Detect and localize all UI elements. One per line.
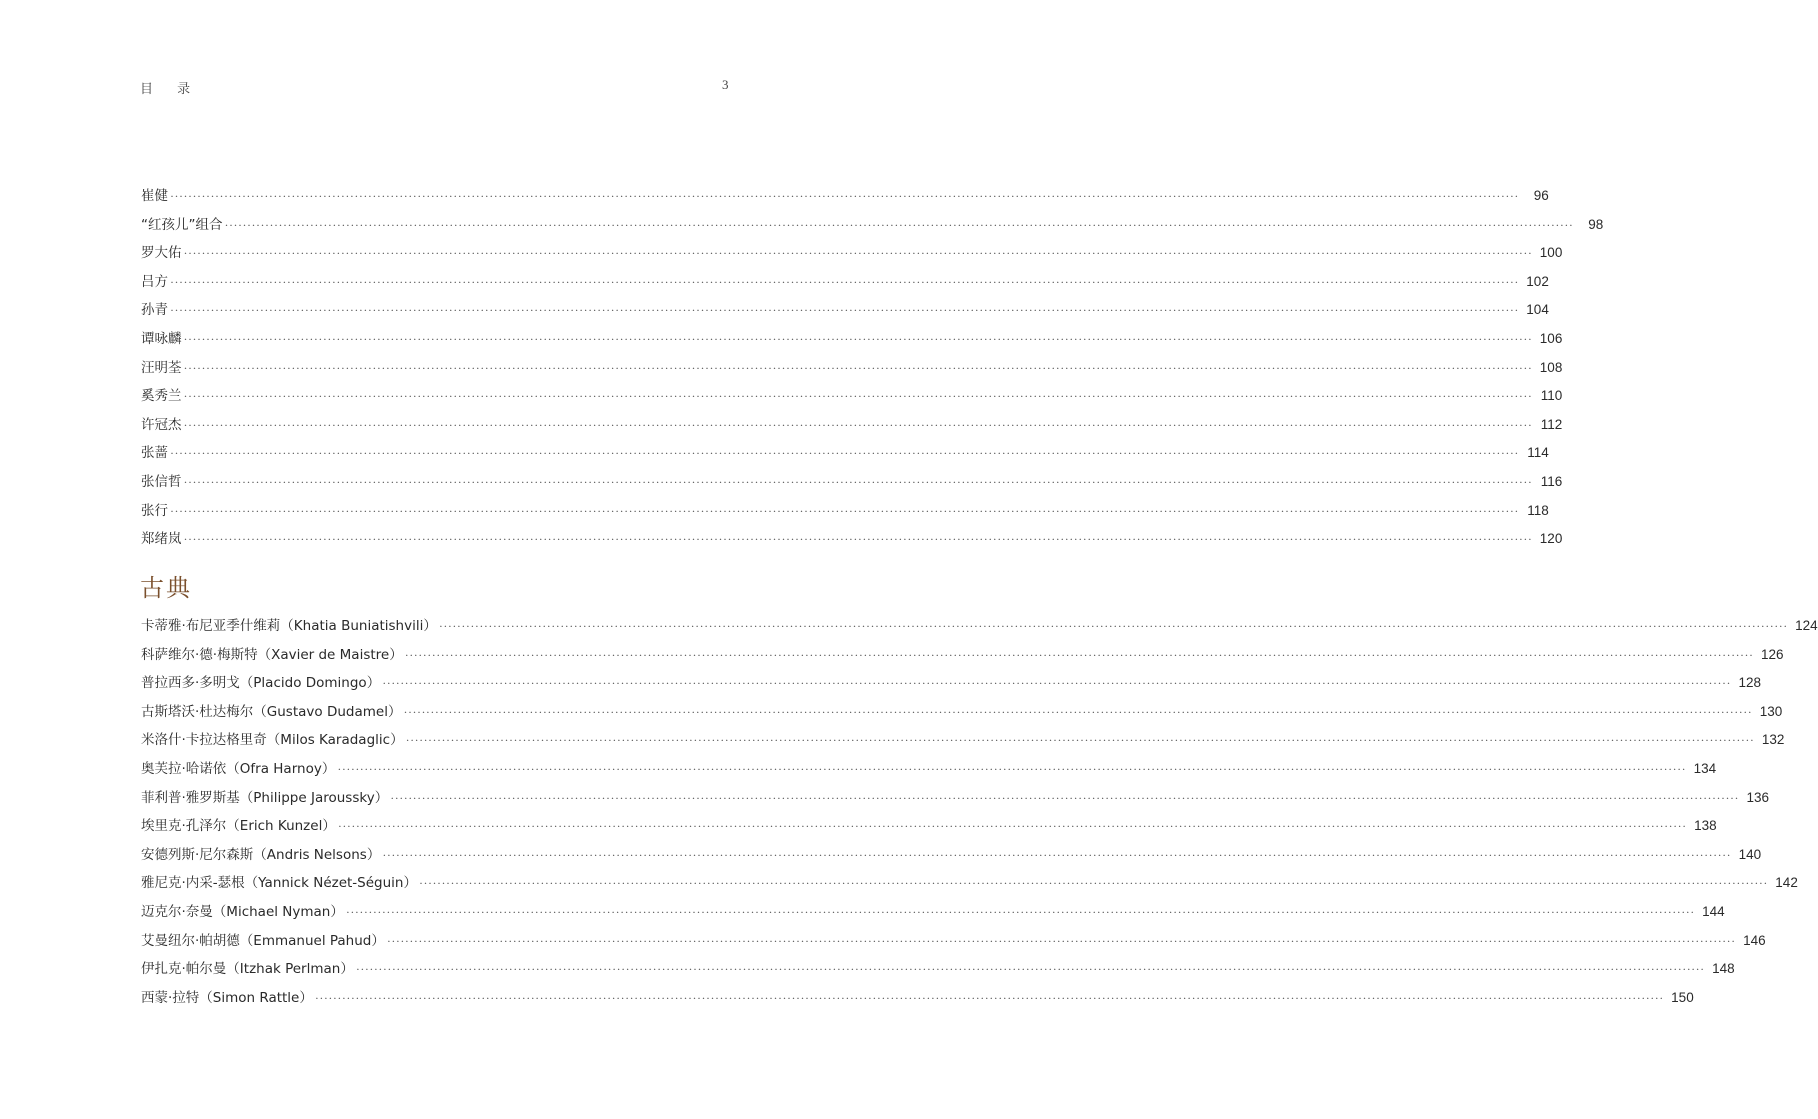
dot-leader: ············································································································································································································································································································ [382,676,1732,691]
toc-entry-title: 奥芙拉·哈诺依（Ofra Harnoy） [141,760,336,777]
dot-leader: ············································································································································································································································································································ [404,647,1754,662]
toc-entry-page: 142 [1775,875,1798,891]
dot-leader: ············································································································································································································································································································ [390,790,1740,805]
toc-entry-title: 科萨维尔·德·梅斯特（Xavier de Maistre） [141,646,403,663]
toc-entry [141,784,1770,813]
toc-entry-page: 112 [1540,416,1563,432]
dot-leader: ············································································································································································································································································································ [355,962,1705,977]
toc-entry-title: 菲利普·雅罗斯基（Philippe Jaroussky） [141,789,389,806]
dot-leader: ············································································································································································································································································································ [183,474,1533,489]
toc-entry-page: 116 [1540,473,1563,489]
toc-entry-title: 艾曼纽尔·帕胡德（Emmanuel Pahud） [141,932,385,949]
dot-leader: ············································································································································································································································································································ [170,446,1519,461]
toc-entry-title: 孙青 [141,302,168,319]
toc-entry-title: “红孩儿”组合 [141,216,223,233]
toc-entry-page: 120 [1539,531,1563,547]
dot-leader: ············································································································································································································································································································ [183,532,1533,547]
toc-entry-page: 124 [1795,618,1818,633]
toc-entry-title: 张行 [141,502,168,519]
dot-leader: ············································································································································································································································································································ [170,503,1519,518]
toc-entry-title: 郑绪岚 [141,531,182,548]
dot-leader: ············································································································································································································································································································ [170,274,1519,289]
toc-entry-page: 98 [1588,216,1604,232]
toc-entry [141,812,1717,841]
toc-entry [141,927,1766,956]
dot-leader: ············································································································································································································································································································ [183,331,1533,346]
section-title-classical: 古典 [140,574,192,602]
toc-entry-title: 伊扎克·帕尔曼（Itzhak Perlman） [141,961,354,978]
toc-entry [141,268,1549,297]
toc-entry-title: 埃里克·孔泽尔（Erich Kunzel） [141,818,336,835]
toc-entry [141,354,1563,383]
toc-entry-title: 许冠杰 [141,416,182,433]
toc-entry-title: 谭咏麟 [141,330,182,347]
toc-entry [141,869,1798,898]
toc-entry-page: 114 [1527,445,1549,461]
toc-entry [141,211,1604,240]
toc-entry-page: 134 [1693,760,1717,776]
dot-leader: ············································································································································································································································································································ [183,246,1533,261]
toc-entry-title: 张信哲 [141,473,182,490]
toc-entry-title: 古斯塔沃·杜达梅尔（Gustavo Dudamel） [141,703,402,720]
toc-entry [141,984,1694,1013]
dot-leader: ············································································································································································································································································································ [419,876,1768,891]
toc-entry [141,641,1784,670]
toc-entry-page: 138 [1694,818,1717,834]
toc-entry-page: 108 [1539,359,1563,375]
toc-entry-page: 102 [1526,273,1549,289]
toc-entry [141,669,1762,698]
dot-leader: ············································································································································································································································································································ [403,704,1753,719]
toc-entry [141,239,1563,268]
dot-leader: ············································································································································································································································································································ [183,389,1533,404]
toc-list-section-a [141,182,1604,554]
toc-entry [141,898,1725,927]
page-number: 3 [722,77,729,92]
toc-entry-page: 104 [1526,302,1549,318]
toc-entry [141,382,1563,411]
dot-leader: ············································································································································································································································································································ [183,417,1533,432]
toc-entry-page: 126 [1761,646,1784,662]
toc-entry [141,182,1549,211]
toc-entry-title: 张蔷 [141,445,168,462]
toc-entry [141,497,1549,526]
toc-entry-page: 144 [1702,903,1725,919]
dot-leader: ············································································································································································································································································································ [345,904,1695,919]
toc-entry [141,841,1762,870]
toc-entry-title: 雅尼克·内采-瑟根（Yannick Nézet-Séguin） [141,875,417,892]
toc-entry-page: 136 [1746,789,1770,805]
toc-entry-title: 西蒙·拉特（Simon Rattle） [141,989,313,1006]
toc-entry-title: 卡蒂雅·布尼亚季什维莉（Khatia Buniatishvili） [141,618,437,634]
toc-entry-page: 110 [1540,388,1563,404]
toc-entry-page: 140 [1738,846,1762,862]
toc-entry [141,325,1563,354]
dot-leader: ············································································································································································································································································································ [224,217,1574,232]
toc-entry-title: 汪明荃 [141,359,182,376]
toc-entry-page: 150 [1671,989,1694,1005]
toc-entry-title: 罗大佑 [141,245,182,262]
toc-entry-title: 迈克尔·奈曼（Michael Nyman） [141,903,344,920]
toc-entry-page: 128 [1738,675,1762,691]
running-head: 目 录 [140,82,201,97]
dot-leader: ············································································································································································································································································································ [314,990,1664,1005]
dot-leader: ············································································································································································································································································································ [382,847,1732,862]
toc-entry-page: 118 [1527,502,1549,518]
toc-entry-page: 96 [1533,188,1549,203]
dot-leader: ············································································································································································································································································································ [170,189,1519,203]
toc-entry-title: 崔健 [141,188,168,204]
toc-entry [141,525,1563,554]
toc-entry-page: 100 [1539,245,1563,261]
toc-entry [141,296,1549,325]
dot-leader: ············································································································································································································································································································ [183,360,1533,375]
toc-entry [141,468,1563,497]
toc-entry-title: 米洛什·卡拉达格里奇（Milos Karadaglic） [141,732,404,749]
dot-leader: ············································································································································································································································································································ [405,733,1755,748]
toc-entry-page: 106 [1539,330,1563,346]
dot-leader: ············································································································································································································································································································ [337,819,1687,834]
toc-entry-page: 148 [1712,961,1735,977]
toc-list-section-b [141,612,1818,1012]
toc-entry [141,612,1818,641]
dot-leader: ············································································································································································································································································································ [386,933,1736,948]
toc-entry [141,955,1735,984]
toc-entry-title: 普拉西多·多明戈（Placido Domingo） [141,675,381,692]
toc-entry-page: 132 [1761,732,1785,748]
toc-entry-title: 安德列斯·尼尔森斯（Andris Nelsons） [141,846,381,863]
toc-entry [141,755,1717,784]
toc-entry-title: 奚秀兰 [141,388,182,405]
toc-entry [141,726,1785,755]
toc-entry-page: 146 [1743,932,1766,948]
dot-leader: ············································································································································································································································································································ [170,303,1519,318]
dot-leader: ············································································································································································································································································································ [337,761,1687,776]
toc-entry-page: 130 [1759,703,1783,719]
toc-entry [141,698,1783,727]
dot-leader: ············································································································································································································································································································ [438,619,1788,633]
toc-entry [141,411,1563,440]
toc-entry [141,439,1549,468]
toc-entry-title: 吕方 [141,273,168,290]
